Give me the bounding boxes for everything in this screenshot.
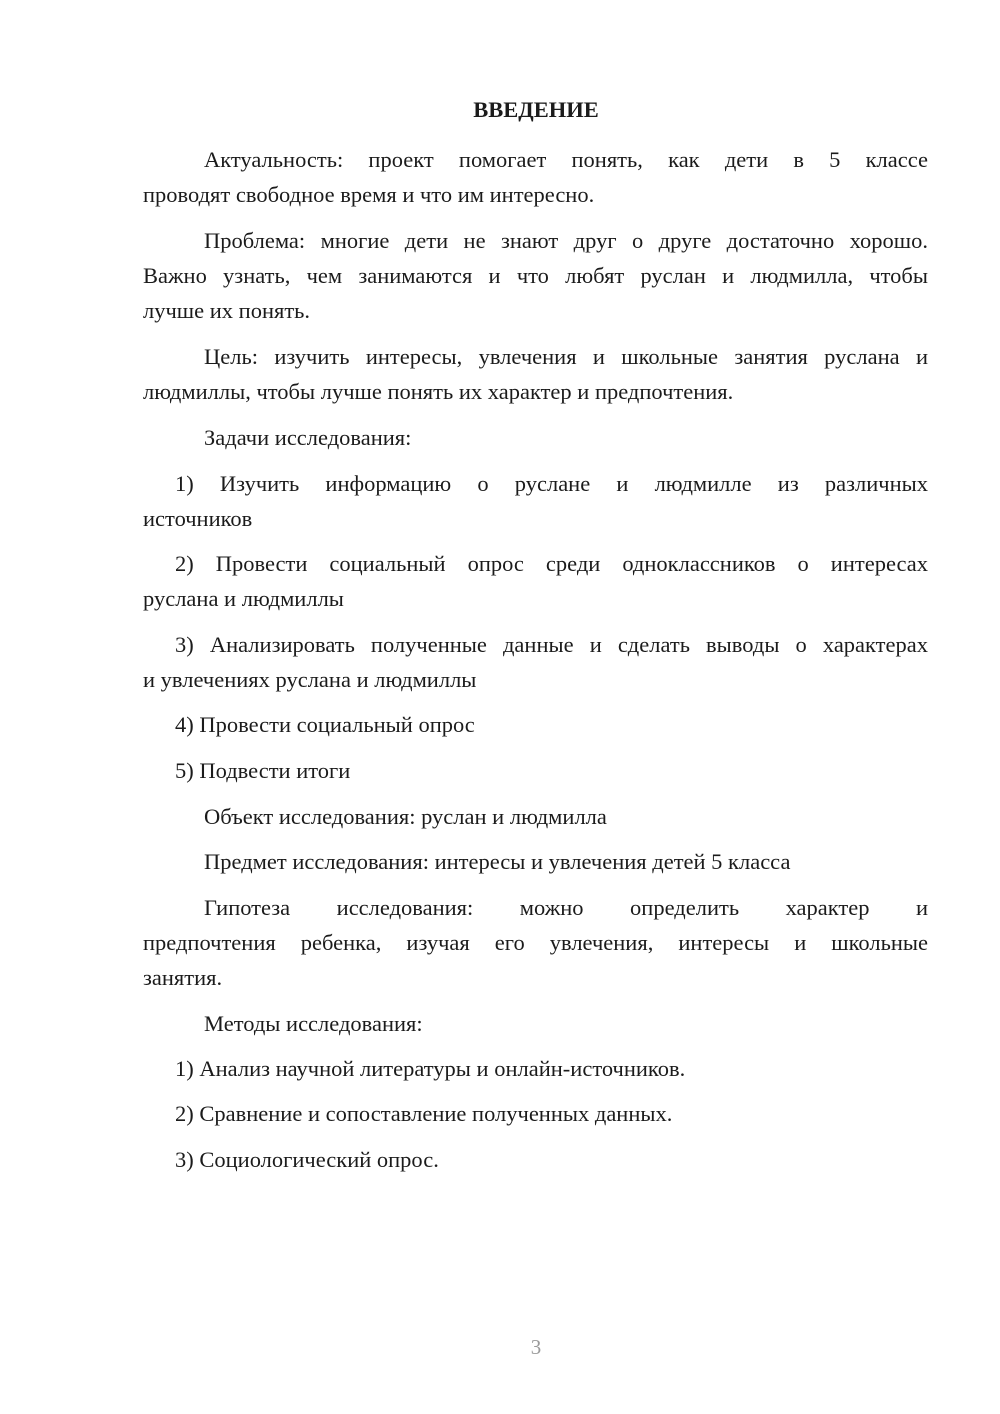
problem-line-1: Проблема: многие дети не знают друг о друге достаточно хорошо. — [204, 228, 928, 253]
task-item-3-line-1: 3) Анализировать полученные данные и сделать выводы о характерах — [175, 632, 928, 657]
hypothesis-line-2: предпочтения ребенка, изучая его увлечения, интересы и школьные — [143, 930, 928, 955]
methods-heading: Методы исследования: — [204, 1011, 423, 1036]
task-item-5: 5) Подвести итоги — [175, 758, 351, 783]
task-item-1-line-2: источников — [143, 506, 253, 531]
method-item-1: 1) Анализ научной литературы и онлайн-источников. — [175, 1056, 686, 1081]
goal-line-1: Цель: изучить интересы, увлечения и школьные занятия руслана и — [204, 344, 928, 369]
method-item-3: 3) Социологический опрос. — [175, 1147, 439, 1172]
page-number: 3 — [530, 1335, 542, 1359]
method-item-2: 2) Сравнение и сопоставление полученных данных. — [175, 1101, 673, 1126]
research-object: Объект исследования: руслан и людмилла — [204, 804, 607, 829]
goal-line-2: людмиллы, чтобы лучше понять их характер и предпочтения. — [143, 379, 734, 404]
task-item-2-line-1: 2) Провести социальный опрос среди одноклассников о интересах — [175, 551, 928, 576]
relevance-line-2: проводят свободное время и что им интересно. — [143, 182, 595, 207]
relevance-line-1: Актуальность: проект помогает понять, как дети в 5 классе — [204, 147, 928, 172]
task-item-2-line-2: руслана и людмиллы — [143, 586, 344, 611]
task-item-3-line-2: и увлечениях руслана и людмиллы — [143, 667, 477, 692]
section-heading: ВВЕДЕНИЕ — [473, 97, 599, 122]
task-item-1-line-1: 1) Изучить информацию о руслане и людмилле из различных — [175, 471, 928, 496]
task-item-4: 4) Провести социальный опрос — [175, 712, 475, 737]
hypothesis-line-3: занятия. — [143, 965, 223, 990]
research-subject: Предмет исследования: интересы и увлечения детей 5 класса — [204, 849, 791, 874]
problem-line-2: Важно узнать, чем занимаются и что любят руслан и людмилла, чтобы — [143, 263, 928, 288]
problem-line-3: лучше их понять. — [143, 298, 311, 323]
hypothesis-line-1: Гипотеза исследования: можно определить характер и — [204, 895, 928, 920]
tasks-heading: Задачи исследования: — [204, 425, 412, 450]
